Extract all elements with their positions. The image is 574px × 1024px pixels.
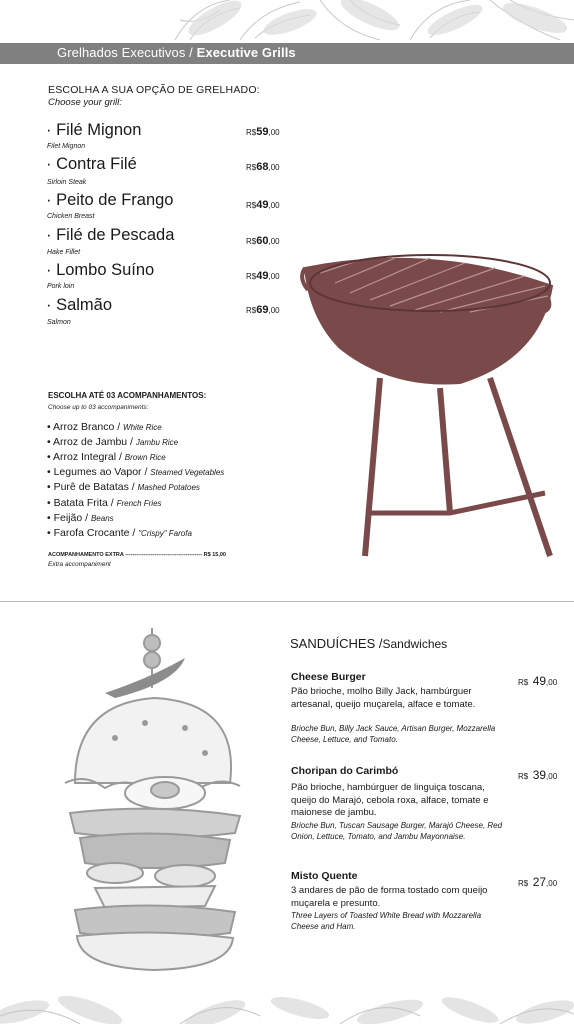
accompaniments-title: ESCOLHA ATÉ 03 ACOMPANHAMENTOS: — [48, 391, 207, 400]
accompaniment-en: Brown Rice — [124, 453, 166, 462]
price: 59 — [256, 126, 269, 138]
grill-item-price — [246, 157, 280, 175]
accompaniment-item — [47, 497, 162, 509]
accompaniment-item — [47, 527, 192, 539]
grill-item-en: Hake Fillet — [47, 249, 81, 256]
sandwich-description: Pão brioche, molho Billy Jack, hambúrguer artesanal, queijo muçarela, alface e tomate. — [291, 686, 476, 710]
section-divider — [0, 601, 574, 602]
sandwich-description: 3 andares de pão de forma tostado com queijo muçarela e presunto. — [291, 885, 488, 909]
grill-item-en: Pork loin — [47, 283, 75, 290]
grill-item-en: Filet Mignon — [47, 143, 86, 150]
price: 69 — [256, 304, 269, 316]
currency: R$ — [246, 306, 257, 315]
accompaniment-en: "Crispy" Farofa — [138, 529, 192, 538]
currency: R$ — [246, 272, 257, 281]
grill-item-price — [246, 266, 280, 284]
price: 39 — [532, 768, 547, 782]
sandwich-description-en: Brioche Bun, Tuscan Sausage Burger, Marajó Cheese, Red Onion, Lettuce, Tomato, and Jambu Mayonnaise. — [291, 821, 503, 841]
cents: ,00 — [268, 237, 280, 246]
accompaniment-pt: • Arroz de Jambu / — [47, 436, 136, 448]
grill-item-price — [246, 231, 280, 249]
accompaniment-item — [47, 466, 224, 478]
page-title — [57, 45, 296, 60]
sandwich-name: Cheese Burger — [291, 671, 366, 683]
sandwiches-title-pt: SANDUÍCHES / — [290, 636, 383, 651]
extra-accompaniment: ACOMPANHAMENTO EXTRA ------------------------------------------ R$ 15,00 — [48, 552, 226, 558]
accompaniment-en: French Fries — [116, 499, 162, 508]
currency: R$ — [518, 772, 529, 781]
accompaniment-pt: • Legumes ao Vapor / — [47, 466, 151, 478]
accompaniment-en: Jambu Rice — [135, 438, 179, 447]
burger-illustration — [55, 618, 255, 978]
sandwich-description-en: Three Layers of Toasted White Bread with Mozzarella Cheese and Ham. — [291, 911, 482, 931]
accompaniment-pt: • Batata Frita / — [47, 497, 117, 509]
price: 49 — [532, 674, 547, 688]
accompaniment-item — [47, 512, 114, 524]
grill-item-price — [246, 122, 280, 140]
accompaniment-pt: • Arroz Integral / — [47, 451, 125, 463]
accompaniment-en: White Rice — [123, 423, 162, 432]
grill-item-en: Chicken Breast — [47, 213, 95, 220]
title-en: Executive Grills — [196, 45, 296, 60]
grill-illustration — [300, 238, 560, 563]
grill-intro: ESCOLHA A SUA OPÇÃO DE GRELHADO: — [48, 84, 260, 96]
leaf-pattern-top — [0, 0, 574, 40]
accompaniment-en: Beans — [90, 514, 114, 523]
sandwich-description-en: Brioche Bun, Billy Jack Sauce, Artisan Burger, Mozzarella Cheese, Lettuce, and Tomato. — [291, 724, 496, 744]
sandwich-price — [518, 873, 557, 891]
accompaniment-pt: • Purê de Batatas / — [47, 481, 138, 493]
title-pt: Grelhados Executivos / — [57, 45, 197, 60]
currency: R$ — [246, 201, 257, 210]
grill-item-en: Sirloin Steak — [47, 179, 87, 186]
accompaniment-item — [47, 451, 166, 463]
cents: ,00 — [268, 306, 280, 315]
sandwiches-title-en: Sandwiches — [382, 637, 448, 651]
grill-intro-en: Choose your grill: — [48, 97, 122, 108]
accompaniment-item — [47, 436, 178, 448]
price: 27 — [532, 875, 547, 889]
sandwich-description: Pão brioche, hambúrguer de linguiça toscana, queijo do Marajó, cebola roxa, alface, tomate e maionese de jambu. — [291, 782, 489, 818]
accompaniment-en: Steamed Vegetables — [150, 468, 225, 477]
leaf-pattern-bottom — [0, 996, 574, 1024]
grill-item-name: · Filé de Pescada — [46, 226, 175, 244]
grill-item-name: · Contra Filé — [46, 155, 137, 173]
currency: R$ — [246, 128, 257, 137]
cents: ,00 — [546, 772, 558, 781]
grill-item-price — [246, 195, 280, 213]
sandwiches-title — [290, 636, 447, 651]
cents: ,00 — [546, 879, 558, 888]
accompaniment-pt: • Arroz Branco / — [47, 421, 124, 433]
sandwich-name: Misto Quente — [291, 870, 358, 882]
cents: ,00 — [546, 678, 558, 687]
currency: R$ — [518, 678, 529, 687]
accompaniment-pt: • Feijão / — [47, 512, 91, 524]
currency: R$ — [518, 879, 529, 888]
accompaniments-subtitle: Choose up to 03 accompaniments: — [48, 404, 149, 411]
currency: R$ — [246, 237, 257, 246]
extra-accompaniment-en: Extra accompaniment — [48, 561, 111, 568]
cents: ,00 — [268, 201, 280, 210]
accompaniment-item — [47, 421, 162, 433]
price: 49 — [256, 270, 269, 282]
grill-item-name: · Peito de Frango — [46, 191, 174, 209]
cents: ,00 — [268, 128, 280, 137]
sandwich-name: Choripan do Carimbó — [291, 765, 399, 777]
sandwich-price — [518, 766, 557, 784]
grill-item-name: · Filé Mignon — [46, 121, 142, 139]
grill-item-price — [246, 300, 280, 318]
grill-item-name: · Salmão — [46, 296, 113, 314]
accompaniment-en: Mashed Potatoes — [137, 483, 200, 492]
cents: ,00 — [268, 272, 280, 281]
accompaniment-item — [47, 481, 200, 493]
price: 68 — [256, 161, 269, 173]
price: 49 — [256, 199, 269, 211]
price: 60 — [256, 235, 269, 247]
currency: R$ — [246, 163, 257, 172]
accompaniment-pt: • Farofa Crocante / — [47, 527, 139, 539]
grill-item-name: · Lombo Suíno — [46, 261, 155, 279]
grill-item-en: Salmon — [47, 319, 71, 326]
sandwich-price — [518, 672, 557, 690]
cents: ,00 — [268, 163, 280, 172]
